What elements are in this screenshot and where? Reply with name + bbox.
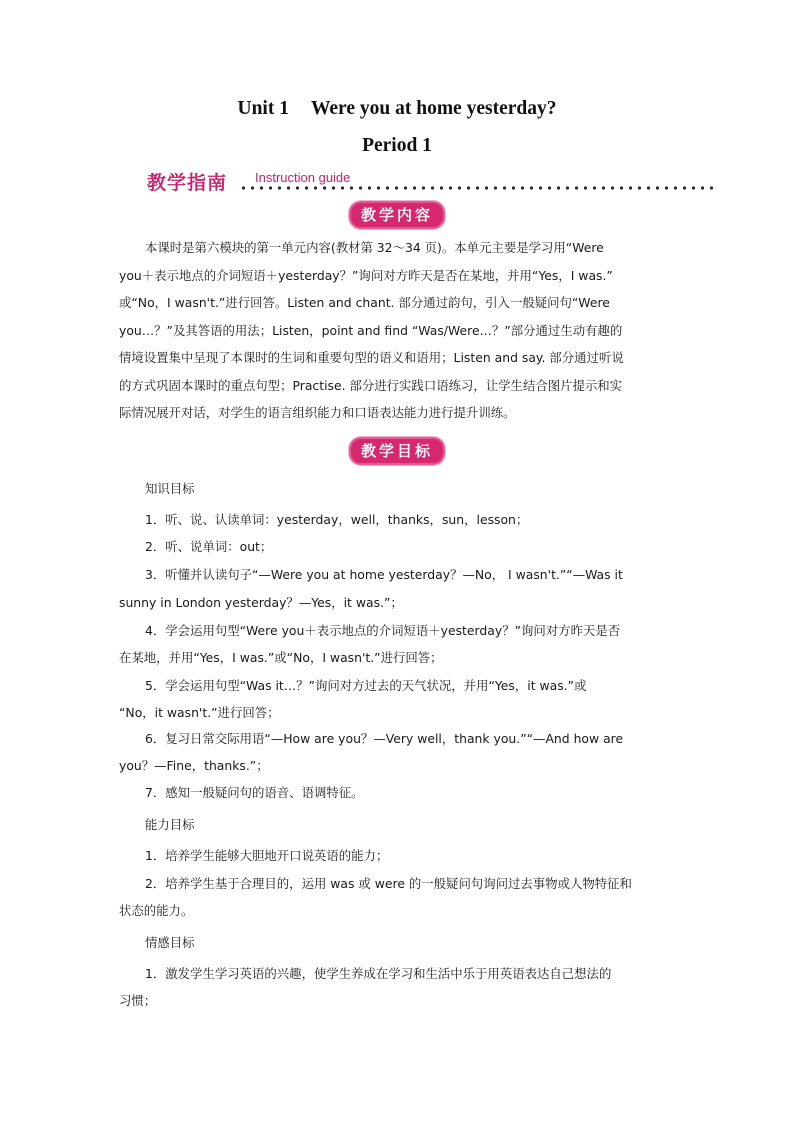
- knowledge-item-cont: sunny in London yesterday？—Yes，it was.”；: [119, 595, 403, 610]
- knowledge-item: 7．感知一般疑问句的语音、语调特征。: [145, 785, 364, 800]
- knowledge-item-cont: you？—Fine，thanks.”；: [119, 758, 269, 773]
- ability-item: 2．培养学生基于合理目的，运用 was 或 were 的一般疑问句询问过去事物或人物特征和: [145, 876, 632, 891]
- dotted-divider: [239, 185, 713, 191]
- intro-line: 情境设置集中呈现了本课时的生词和重要句型的语义和语用；Listen and say. 部分通过听说: [119, 350, 624, 365]
- knowledge-heading: 知识目标: [145, 481, 195, 496]
- instruction-guide-banner: [147, 166, 713, 196]
- badge-label: 教学目标: [349, 437, 445, 465]
- unit-title: [0, 98, 794, 120]
- intro-line: you…？”及其答语的用法；Listen，point and find “Was/Were…？”部分通过生动有趣的: [119, 322, 623, 338]
- badge-label: 教学内容: [349, 201, 445, 229]
- knowledge-item-cont: 在某地，并用“Yes，I was.”或“No，I wasn't.”进行回答；: [119, 650, 443, 665]
- knowledge-item-cont: “No，it wasn't.”进行回答；: [119, 705, 280, 720]
- ability-heading: 能力目标: [145, 817, 195, 832]
- ability-item: 1．培养学生能够大胆地开口说英语的能力；: [145, 848, 389, 863]
- guide-heading-en: Instruction guide: [255, 170, 351, 185]
- knowledge-item: 4．学会运用句型“Were you＋表示地点的介词短语＋yesterday？”询问对方昨天是否: [145, 623, 621, 638]
- knowledge-item: 1．听、说、认读单词：yesterday，well，thanks，sun，lesson；: [145, 512, 529, 527]
- intro-line: 或“No，I wasn't.”进行回答。Listen and chant. 部分通过韵句，引入一般疑问句“Were: [119, 295, 610, 310]
- emotion-heading: 情感目标: [145, 935, 195, 950]
- unit-heading: Were you at home yesterday?: [310, 98, 557, 119]
- knowledge-item: 5．学会运用句型“Was it…？”询问对方过去的天气状况，并用“Yes，it was.”或: [145, 678, 587, 693]
- guide-heading-cn: 教学指南: [147, 172, 228, 194]
- intro-line: 的方式巩固本课时的重点句型；Practise. 部分进行实践口语练习，让学生结合图片提示和实: [119, 377, 623, 393]
- intro-line: you＋表示地点的介词短语＋yesterday？”询问对方昨天是否在某地，并用“Yes，I was.”: [119, 267, 613, 283]
- period-title: Period 1: [362, 135, 432, 156]
- emotion-item-cont: 习惯；: [119, 993, 157, 1008]
- knowledge-item: 6．复习日常交际用语“—How are you？—Very well，thank you.”“—And how are: [145, 731, 624, 746]
- knowledge-item: 3．听懂并认读句子“—Were you at home yesterday？—No， I wasn't.”“—Was it: [145, 567, 623, 582]
- intro-line: 本课时是第六模块的第一单元内容(教材第 32～34 页)。本单元主要是学习用“Were: [145, 240, 604, 255]
- intro-line: 际情况展开对话，对学生的语言组织能力和口语表达能力进行提升训练。: [119, 405, 516, 420]
- emotion-item: 1．激发学生学习英语的兴趣，使学生养成在学习和生活中乐于用英语表达自己想法的: [145, 966, 612, 981]
- intro-paragraph: [119, 234, 679, 427]
- knowledge-item: 2．听、说单词：out；: [145, 539, 273, 554]
- ability-item-cont: 状态的能力。: [119, 903, 194, 918]
- section-badge-content: [0, 201, 794, 229]
- unit-number: Unit 1: [237, 98, 289, 119]
- section-badge-goals: [0, 437, 794, 465]
